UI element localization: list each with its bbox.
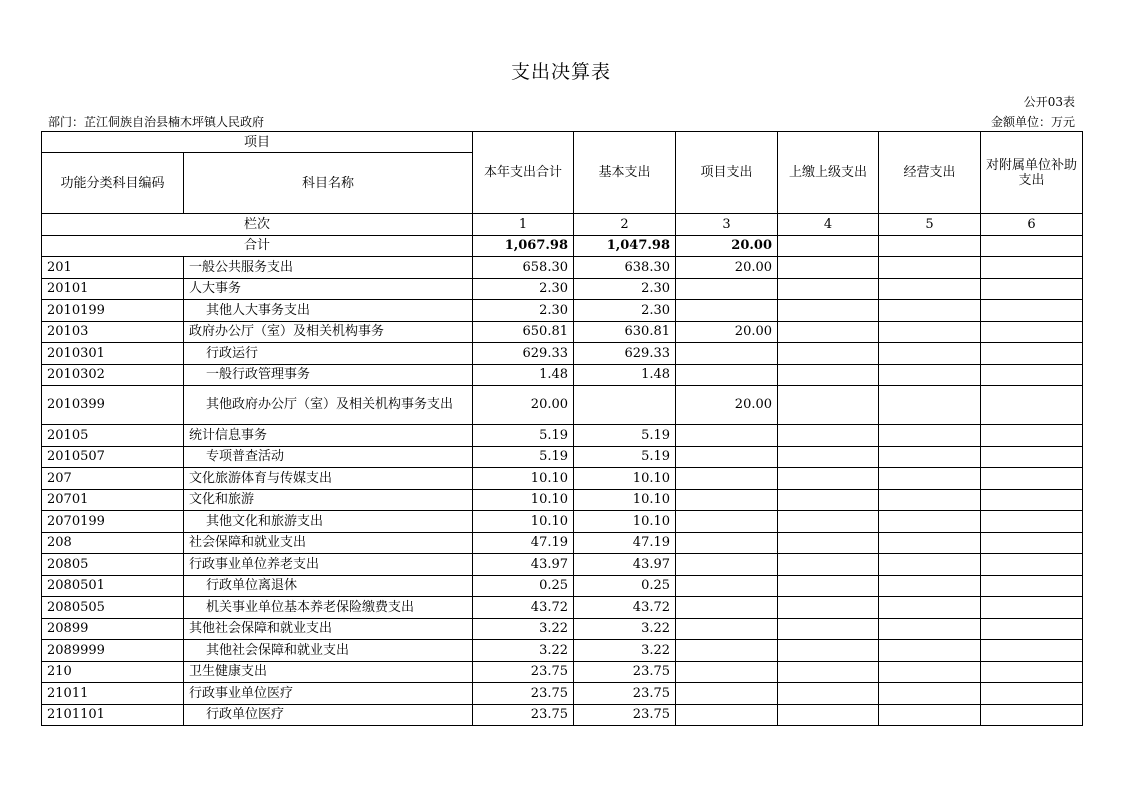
row-name: 机关事业单位基本养老保险缴费支出 <box>184 597 473 619</box>
row-value: 10.10 <box>574 511 676 533</box>
row-value <box>981 640 1083 662</box>
row-value <box>879 597 981 619</box>
row-code: 20805 <box>42 554 184 576</box>
row-code: 21011 <box>42 683 184 705</box>
row-code: 20101 <box>42 278 184 300</box>
table-row <box>42 618 1083 640</box>
row-value <box>879 343 981 365</box>
row-name: 其他政府办公厅（室）及相关机构事务支出 <box>184 386 473 425</box>
row-value: 10.10 <box>574 489 676 511</box>
table-row <box>42 425 1083 447</box>
row-value <box>981 468 1083 490</box>
row-value <box>778 386 879 425</box>
row-code: 2010301 <box>42 343 184 365</box>
row-name: 卫生健康支出 <box>184 661 473 683</box>
row-value: 47.19 <box>473 532 574 554</box>
row-value <box>676 425 778 447</box>
row-value: 1.48 <box>473 364 574 386</box>
table-row <box>42 554 1083 576</box>
row-value: 10.10 <box>574 468 676 490</box>
table-row <box>42 343 1083 365</box>
row-name: 行政单位离退休 <box>184 575 473 597</box>
row-value <box>676 683 778 705</box>
row-code: 208 <box>42 532 184 554</box>
row-code: 2010507 <box>42 446 184 468</box>
table-row <box>42 597 1083 619</box>
row-value: 43.72 <box>473 597 574 619</box>
row-value <box>981 661 1083 683</box>
row-value: 2.30 <box>574 300 676 322</box>
row-value <box>676 489 778 511</box>
row-value <box>879 468 981 490</box>
row-value <box>676 278 778 300</box>
row-value <box>879 446 981 468</box>
row-value <box>778 511 879 533</box>
row-value <box>879 683 981 705</box>
row-value <box>778 704 879 726</box>
row-code: 20899 <box>42 618 184 640</box>
header-lanci: 栏次 <box>42 214 473 236</box>
row-value <box>778 364 879 386</box>
header-col-5: 经营支出 <box>879 132 981 214</box>
row-name: 统计信息事务 <box>184 425 473 447</box>
row-value <box>879 640 981 662</box>
row-value <box>676 640 778 662</box>
row-value: 5.19 <box>473 425 574 447</box>
row-name: 社会保障和就业支出 <box>184 532 473 554</box>
row-value <box>879 618 981 640</box>
table-row <box>42 704 1083 726</box>
header-name: 科目名称 <box>184 153 473 214</box>
row-name: 一般行政管理事务 <box>184 364 473 386</box>
table-row <box>42 386 1083 425</box>
row-value: 10.10 <box>473 489 574 511</box>
row-value: 0.25 <box>574 575 676 597</box>
row-code: 2010199 <box>42 300 184 322</box>
table-row <box>42 300 1083 322</box>
table-row <box>42 575 1083 597</box>
total-value <box>778 235 879 257</box>
row-value: 10.10 <box>473 511 574 533</box>
row-value: 3.22 <box>473 618 574 640</box>
row-value: 43.72 <box>574 597 676 619</box>
row-value <box>879 386 981 425</box>
row-value: 3.22 <box>473 640 574 662</box>
row-name: 专项普查活动 <box>184 446 473 468</box>
row-code: 2080505 <box>42 597 184 619</box>
row-value: 3.22 <box>574 640 676 662</box>
row-name: 人大事务 <box>184 278 473 300</box>
row-value: 5.19 <box>574 425 676 447</box>
row-value <box>676 364 778 386</box>
row-name: 行政事业单位医疗 <box>184 683 473 705</box>
header-col-3: 项目支出 <box>676 132 778 214</box>
col-num-4: 4 <box>778 214 879 236</box>
row-value: 20.00 <box>676 257 778 279</box>
row-value: 47.19 <box>574 532 676 554</box>
row-value <box>981 618 1083 640</box>
row-value: 20.00 <box>473 386 574 425</box>
table-row <box>42 364 1083 386</box>
row-name: 其他文化和旅游支出 <box>184 511 473 533</box>
row-value: 3.22 <box>574 618 676 640</box>
row-name: 一般公共服务支出 <box>184 257 473 279</box>
row-code: 2101101 <box>42 704 184 726</box>
row-code: 20103 <box>42 321 184 343</box>
row-value <box>981 364 1083 386</box>
row-value <box>676 343 778 365</box>
col-num-5: 5 <box>879 214 981 236</box>
row-value: 2.30 <box>574 278 676 300</box>
row-code: 2070199 <box>42 511 184 533</box>
header-col-4: 上缴上级支出 <box>778 132 879 214</box>
row-value <box>778 575 879 597</box>
row-value <box>981 278 1083 300</box>
row-value <box>778 532 879 554</box>
header-col-6: 对附属单位补助支出 <box>981 132 1083 214</box>
row-value: 630.81 <box>574 321 676 343</box>
row-value <box>981 511 1083 533</box>
row-value <box>879 321 981 343</box>
row-value: 2.30 <box>473 300 574 322</box>
row-value <box>981 300 1083 322</box>
row-value <box>981 597 1083 619</box>
row-value <box>879 661 981 683</box>
row-value <box>778 489 879 511</box>
row-value <box>676 618 778 640</box>
row-value: 23.75 <box>574 661 676 683</box>
row-value <box>879 704 981 726</box>
row-name: 文化和旅游 <box>184 489 473 511</box>
row-value: 629.33 <box>574 343 676 365</box>
row-value: 658.30 <box>473 257 574 279</box>
row-value <box>676 704 778 726</box>
row-value <box>778 640 879 662</box>
table-row <box>42 683 1083 705</box>
table-row <box>42 661 1083 683</box>
header-col-2: 基本支出 <box>574 132 676 214</box>
row-name: 行政单位医疗 <box>184 704 473 726</box>
row-name: 行政运行 <box>184 343 473 365</box>
row-value <box>981 425 1083 447</box>
row-value: 10.10 <box>473 468 574 490</box>
expenditure-table <box>41 131 1083 726</box>
row-value <box>879 300 981 322</box>
row-code: 201 <box>42 257 184 279</box>
col-num-2: 2 <box>574 214 676 236</box>
row-name: 其他社会保障和就业支出 <box>184 618 473 640</box>
row-value <box>879 364 981 386</box>
row-value <box>778 446 879 468</box>
total-row <box>42 235 1083 257</box>
row-value <box>879 575 981 597</box>
total-value <box>981 235 1083 257</box>
row-value: 23.75 <box>574 683 676 705</box>
row-value: 650.81 <box>473 321 574 343</box>
header-project: 项目 <box>42 132 473 153</box>
table-row <box>42 446 1083 468</box>
row-value: 43.97 <box>574 554 676 576</box>
row-name: 行政事业单位养老支出 <box>184 554 473 576</box>
row-code: 20701 <box>42 489 184 511</box>
total-label: 合计 <box>42 235 473 257</box>
row-value <box>981 343 1083 365</box>
row-value: 1.48 <box>574 364 676 386</box>
header-col-1: 本年支出合计 <box>473 132 574 214</box>
row-value <box>676 300 778 322</box>
col-num-6: 6 <box>981 214 1083 236</box>
row-value <box>778 425 879 447</box>
col-num-1: 1 <box>473 214 574 236</box>
table-row <box>42 468 1083 490</box>
row-value <box>981 554 1083 576</box>
row-code: 207 <box>42 468 184 490</box>
row-value: 23.75 <box>473 661 574 683</box>
row-value <box>676 446 778 468</box>
row-value: 23.75 <box>473 683 574 705</box>
row-value <box>676 554 778 576</box>
row-value <box>676 532 778 554</box>
row-value: 629.33 <box>473 343 574 365</box>
table-row <box>42 257 1083 279</box>
row-value: 2.30 <box>473 278 574 300</box>
row-value: 638.30 <box>574 257 676 279</box>
row-code: 2089999 <box>42 640 184 662</box>
row-value <box>879 425 981 447</box>
table-row <box>42 532 1083 554</box>
row-value <box>676 468 778 490</box>
table-row <box>42 321 1083 343</box>
total-value: 20.00 <box>676 235 778 257</box>
row-value <box>778 597 879 619</box>
department-label: 部门：芷江侗族自治县楠木坪镇人民政府 <box>48 115 265 129</box>
row-value <box>676 511 778 533</box>
row-value: 5.19 <box>574 446 676 468</box>
row-value <box>778 468 879 490</box>
table-row <box>42 640 1083 662</box>
table-row <box>42 511 1083 533</box>
row-value <box>778 300 879 322</box>
row-value <box>981 321 1083 343</box>
header-code: 功能分类科目编码 <box>42 153 184 214</box>
page-title: 支出决算表 <box>510 61 611 83</box>
row-name: 文化旅游体育与传媒支出 <box>184 468 473 490</box>
row-value: 20.00 <box>676 321 778 343</box>
row-value <box>879 278 981 300</box>
row-value: 0.25 <box>473 575 574 597</box>
row-value <box>981 575 1083 597</box>
row-value <box>981 489 1083 511</box>
row-code: 20105 <box>42 425 184 447</box>
row-value <box>981 386 1083 425</box>
col-num-3: 3 <box>676 214 778 236</box>
row-value <box>879 257 981 279</box>
row-value <box>981 683 1083 705</box>
row-value <box>981 257 1083 279</box>
row-value <box>879 489 981 511</box>
total-value: 1,047.98 <box>574 235 676 257</box>
row-value <box>778 618 879 640</box>
row-value <box>981 446 1083 468</box>
table-row <box>42 278 1083 300</box>
row-value <box>574 386 676 425</box>
form-number: 公开03表 <box>1023 95 1075 109</box>
row-code: 2080501 <box>42 575 184 597</box>
row-value: 23.75 <box>574 704 676 726</box>
row-value <box>879 532 981 554</box>
total-value <box>879 235 981 257</box>
row-code: 2010399 <box>42 386 184 425</box>
row-name: 政府办公厅（室）及相关机构事务 <box>184 321 473 343</box>
table-row <box>42 489 1083 511</box>
row-value <box>778 343 879 365</box>
row-value <box>778 683 879 705</box>
row-value <box>879 511 981 533</box>
row-value: 20.00 <box>676 386 778 425</box>
row-value <box>778 278 879 300</box>
row-value <box>981 704 1083 726</box>
row-value: 5.19 <box>473 446 574 468</box>
row-code: 2010302 <box>42 364 184 386</box>
row-value: 43.97 <box>473 554 574 576</box>
row-value <box>676 575 778 597</box>
row-name: 其他人大事务支出 <box>184 300 473 322</box>
row-value <box>676 597 778 619</box>
row-value <box>778 257 879 279</box>
row-value <box>676 661 778 683</box>
unit-label: 金额单位：万元 <box>990 115 1075 129</box>
row-value <box>879 554 981 576</box>
row-value <box>778 554 879 576</box>
total-value: 1,067.98 <box>473 235 574 257</box>
row-value <box>778 321 879 343</box>
row-value <box>981 532 1083 554</box>
row-value <box>778 661 879 683</box>
row-value: 23.75 <box>473 704 574 726</box>
row-name: 其他社会保障和就业支出 <box>184 640 473 662</box>
row-code: 210 <box>42 661 184 683</box>
